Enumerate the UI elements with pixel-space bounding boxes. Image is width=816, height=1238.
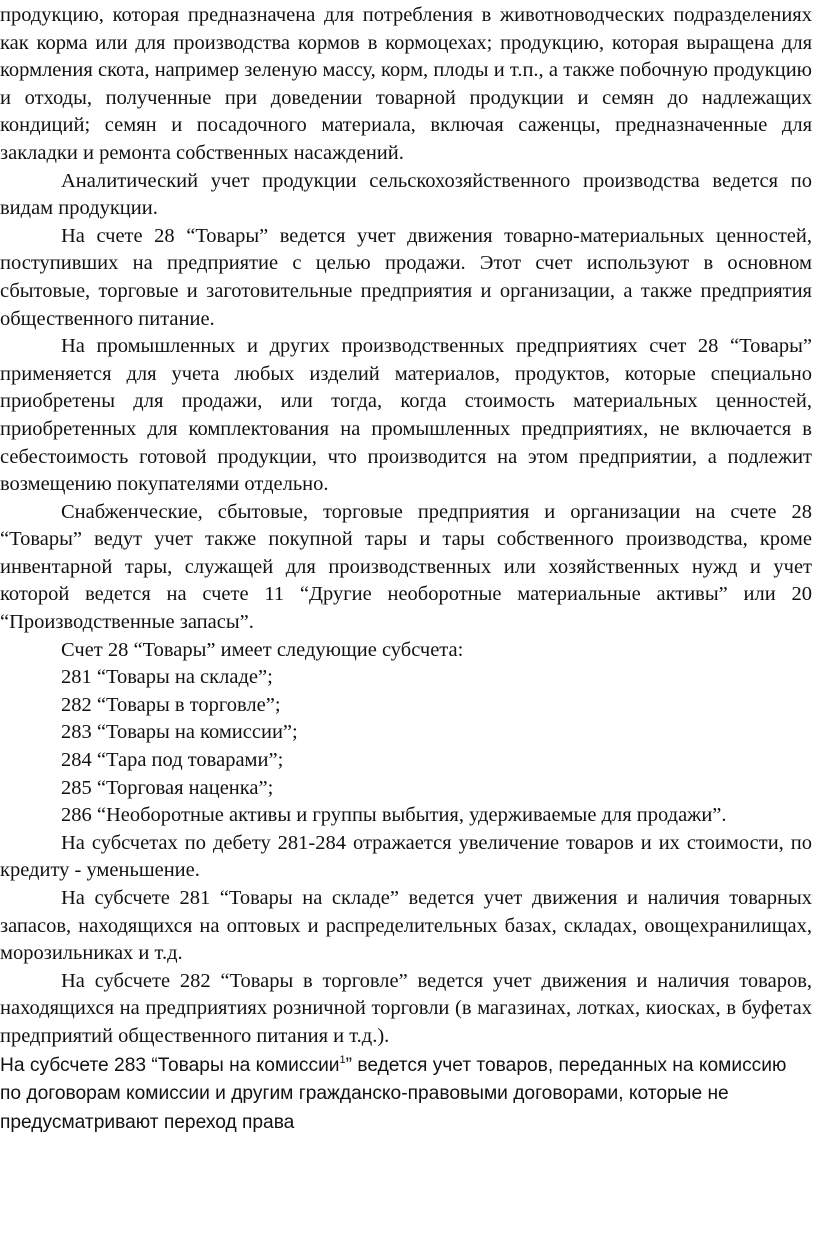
tail-text-start: На субсчете 283 “Товары на комиссии — [0, 1054, 340, 1076]
subaccount-284: 284 “Тара под товарами”; — [61, 749, 284, 772]
paragraph-subaccount-281: На субсчете 281 “Товары на складе” ведется учет движения и наличия товарных запасов, находящихся на оптовых и распределительных базах, складах, овощехранилищах, морозильниках и т.д. — [0, 887, 812, 965]
paragraph-industrial-enterprises: На промышленных и других производственных предприятиях счет 28 “Товары” применяется для учета любых изделий материалов, продуктов, которые специально приобретены для продажи, или тогда, когда стоимость материальных ценностей, приобретенных для комплектования на промышленных предприятиях, не включается в себестоимость готовой продукции, что производится на этом предприятии, а подлежит возмещению покупателями отдельно. — [0, 335, 812, 496]
subaccount-283: 283 “Товары на комиссии”; — [61, 721, 298, 744]
paragraph-account-28: На счете 28 “Товары” ведется учет движения товарно-материальных ценностей, поступивших на предприятие с целью продажи. Этот счет используют в основном сбытовые, торговые и заготовительные предприятия и организации, а также предприятия общественного питание. — [0, 224, 812, 330]
paragraph-continuation: продукцию, которая предназначена для потребления в животноводческих подразделениях как корма или для производства кормов в кормоцехах; продукцию, которая выращена для кормления скота, например зеленую массу, корм, плоды и т.п., а также побочную продукцию и отходы, полученные при доведении товарной продукции и семян до надлежащих кондиций; семян и посадочного материала, включая саженцы, предназначенные для закладки и ремонта собственных насаждений. — [0, 4, 812, 164]
subaccount-285: 285 “Торговая наценка”; — [61, 776, 274, 799]
paragraph-subaccounts-intro: Счет 28 “Товары” имеет следующие субсчета: — [61, 638, 464, 661]
paragraph-debit-credit: На субсчетах по дебету 281-284 отражается увеличение товаров и их стоимости, по кредиту - уменьшение. — [0, 831, 812, 882]
tail-text-end: ” ведется учет товаров, переданных на комиссию по договорам комиссии и другим гражданско-правовыми договорами, которые не предусматривают переход права — [0, 1054, 787, 1133]
footnote-marker[interactable]: 1 — [339, 1053, 346, 1066]
paragraph-subaccount-282: На субсчете 282 “Товары в торговле” ведется учет движения и наличия товаров, находящихся на предприятиях розничной торговли (в магазинах, лотках, киосках, в буфетах предприятий общественного питания и т.д.). — [0, 969, 812, 1047]
paragraph-packaging: Снабженческие, сбытовые, торговые предприятия и организации на счете 28 “Товары” ведут учет также покупной тары и тары собственного производства, кроме инвентарной тары, служащей для производственных или хозяйственных нужд и учет которой ведется на счете 11 “Другие необоротные материальные активы” или 20 “Производственные запасы”. — [0, 500, 812, 634]
subaccount-281: 281 “Товары на складе”; — [61, 666, 273, 689]
subaccount-286: 286 “Необоротные активы и группы выбытия, удерживаемые для продажи”. — [61, 804, 727, 827]
document-tail — [0, 1051, 812, 1138]
subaccount-282: 282 “Товары в торговле”; — [61, 693, 281, 716]
paragraph-subaccount-283 — [0, 1052, 812, 1138]
paragraph-analytic-accounting: Аналитический учет продукции сельскохозяйственного производства ведется по видам продукции. — [0, 169, 812, 220]
